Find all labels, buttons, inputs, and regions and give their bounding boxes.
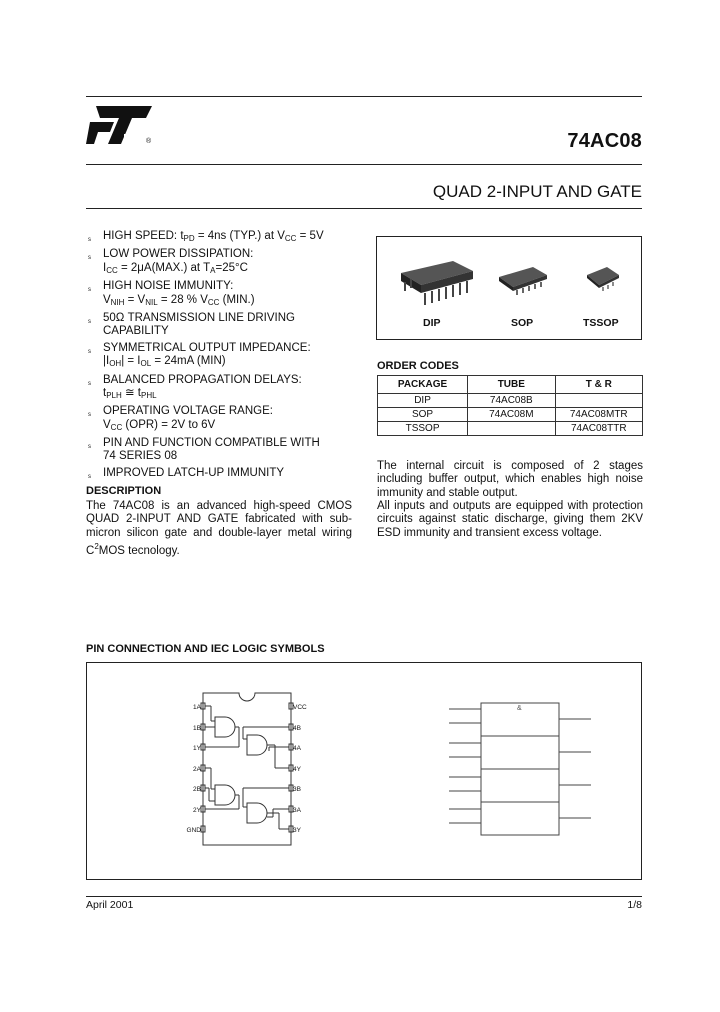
tssop-label: TSSOP xyxy=(583,317,619,329)
footer-rule xyxy=(86,896,642,897)
package-images-box xyxy=(376,236,642,340)
right-pin-labels: VCC 4B 4A 4Y 3B 3A 3Y xyxy=(293,704,307,834)
feature-item: s BALANCED PROPAGATION DELAYS: $t_{PLH}$ ≅ $t_{PHL}$ xyxy=(88,373,302,400)
part-number: 74AC08 xyxy=(567,130,642,152)
page-title: QUAD 2-INPUT AND GATE xyxy=(432,182,642,201)
feature-item: s IMPROVED LATCH-UP IMMUNITY xyxy=(88,466,285,480)
order-codes-table xyxy=(377,375,643,436)
iec-logic-symbol xyxy=(427,693,617,843)
iec-and-symbol: & xyxy=(517,705,522,712)
dip-pinout-diagram xyxy=(199,689,295,849)
table-row: TSSOP 74AC08TTR xyxy=(378,422,643,436)
left-pin-labels: 1A 1B 1Y 2A 2B 2Y GND xyxy=(186,704,201,834)
table-row: SOP 74AC08M 74AC08MTR xyxy=(378,408,643,422)
column-header: PACKAGE xyxy=(378,376,468,394)
internal-circuit-paragraph: The internal circuit is composed of 2 stages including buffer output, which enables high noise immunity and stable output. xyxy=(377,460,643,499)
header-rule xyxy=(86,164,642,165)
dip-package-image xyxy=(397,251,477,307)
dip-label: DIP xyxy=(423,317,441,329)
feature-item: s HIGH SPEED: $t_{PD} = 4ns$ (TYP.) at $V_{CC} = 5V$ xyxy=(88,230,324,243)
table-header-row xyxy=(378,376,643,394)
feature-list xyxy=(86,230,356,483)
footer-date: April 2001 xyxy=(86,899,134,911)
description-heading: DESCRIPTION xyxy=(86,485,162,497)
registered-mark: ® xyxy=(146,138,152,145)
title-rule xyxy=(86,208,642,209)
feature-item: s 50Ω TRANSMISSION LINE DRIVING CAPABILITY xyxy=(88,312,295,338)
pin-diagram-box xyxy=(86,662,642,880)
sop-package-image xyxy=(495,261,551,297)
pin-connection-heading: PIN CONNECTION AND IEC LOGIC SYMBOLS xyxy=(86,643,325,655)
column-header: T & R xyxy=(555,376,642,394)
description-paragraph: The 74AC08 is an advanced high-speed CMOS QUAD 2-INPUT AND GATE fabricated with sub-micron silicon gate and double-layer metal wiring $C^2MOS$ tecnology. xyxy=(86,500,352,558)
table-row: DIP 74AC08B xyxy=(378,394,643,408)
feature-item: s PIN AND FUNCTION COMPATIBLE WITH 74 SERIES 08 xyxy=(88,437,320,463)
feature-item: s HIGH NOISE IMMUNITY: $V_{NIH} = V_{NIL} = 28$ % $V_{CC}$ (MIN.) xyxy=(88,280,255,307)
sop-label: SOP xyxy=(511,317,534,329)
feature-item: s SYMMETRICAL OUTPUT IMPEDANCE: $|I_{OH}| = I_{OL} = 24mA$ (MIN) xyxy=(88,341,311,369)
st-logo xyxy=(86,104,154,146)
feature-item: s OPERATING VOLTAGE RANGE: $V_{CC}$ (OPR) = 2V to 6V xyxy=(88,405,273,432)
feature-item: s LOW POWER DISSIPATION: $I_{CC} = 2\mu A(MAX.)$ at $T_A=25^\circ C$ xyxy=(88,248,254,275)
protection-paragraph: All inputs and outputs are equipped with protection circuits against static discharge, giving them 2KV ESD immunity and transient excess voltage. xyxy=(377,500,643,539)
top-rule xyxy=(86,96,642,97)
column-header: TUBE xyxy=(468,376,555,394)
tssop-package-image xyxy=(583,263,623,293)
footer-page-number: 1/8 xyxy=(627,899,642,911)
order-codes-heading: ORDER CODES xyxy=(377,360,459,372)
